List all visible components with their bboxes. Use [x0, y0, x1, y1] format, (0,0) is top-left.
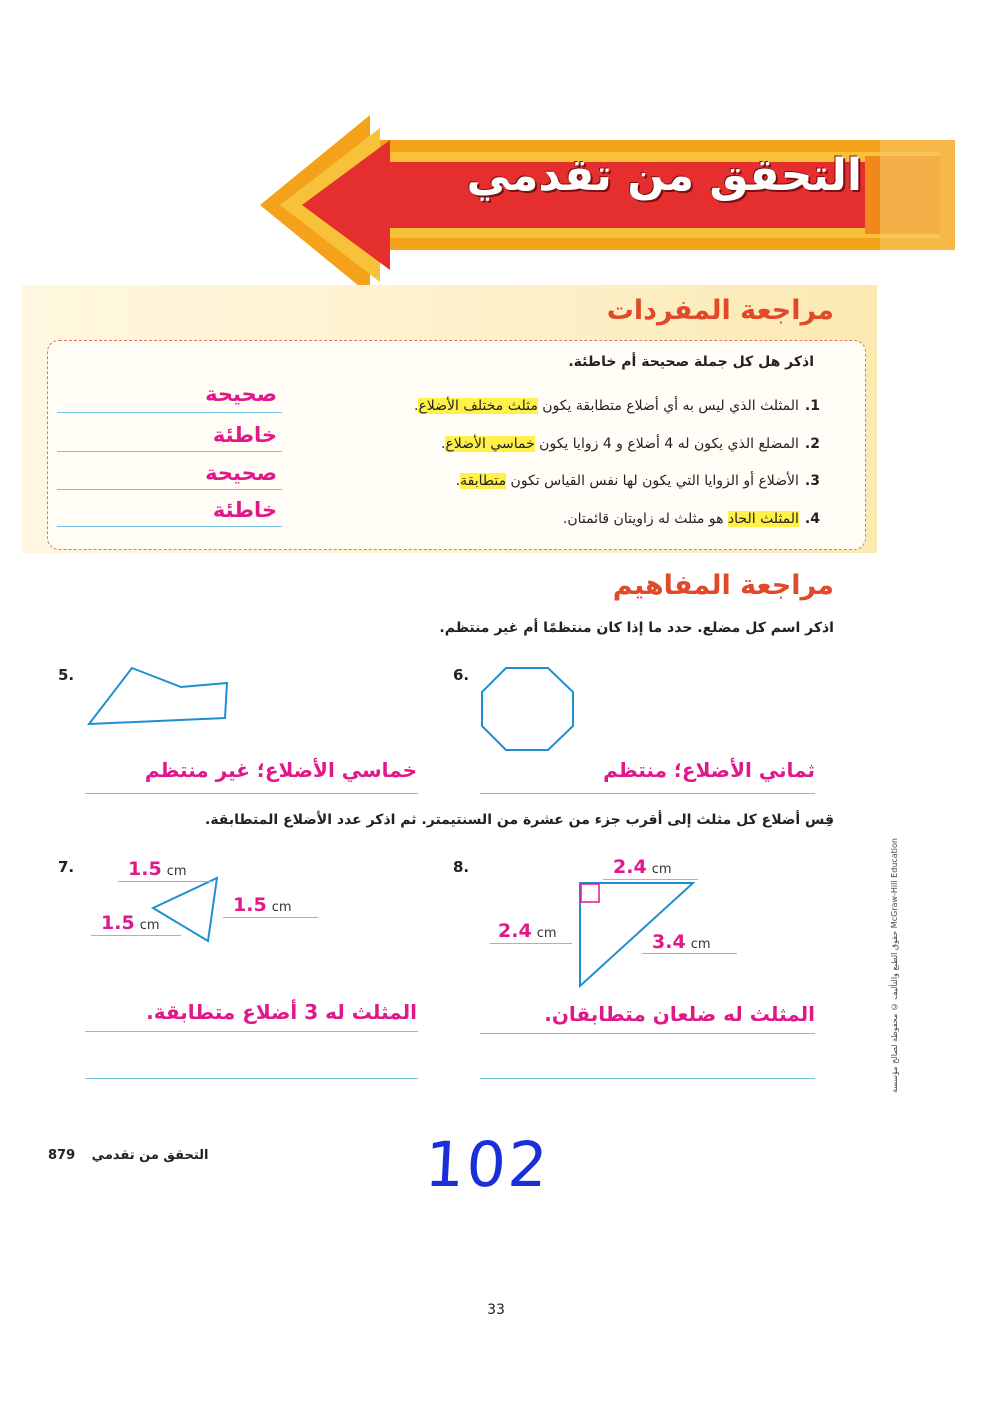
q8-side-left-line — [490, 943, 572, 944]
q8-side-top-line — [603, 879, 698, 880]
vocab-instruction: اذكر هل كل جملة صحيحة أم خاطئة. — [568, 354, 814, 370]
question-5-line — [85, 793, 418, 794]
vocab-item-4: 4.المثلث الحاد هو مثلث له زاويتان قائمتان. — [562, 511, 820, 527]
question-8-line-1 — [480, 1033, 815, 1034]
q7-side-top-line — [118, 881, 213, 882]
vocab-item-2: 2.المضلع الذي يكون له 4 أضلاع و 4 زوايا يكون خماسي الأضلاع. — [440, 436, 820, 452]
question-7-line-2 — [85, 1078, 418, 1079]
question-7-number: 7. — [58, 858, 75, 876]
question-6-answer: ثماني الأضلاع؛ منتظم — [603, 758, 815, 782]
q7-side-top: 1.5 cm — [128, 858, 187, 880]
answer-line-2 — [57, 451, 282, 452]
vocab-title: مراجعة المفردات — [606, 295, 834, 326]
footer-page-number: 879 — [48, 1148, 76, 1163]
answer-line-1 — [57, 412, 282, 413]
banner-arrow-graphic — [250, 110, 955, 295]
copyright-side-note: حقوق الطبع والتأليف © محفوظة لصالح مؤسسة McGraw-Hill Education — [890, 838, 899, 1093]
answer-2: خاطئة — [212, 423, 277, 447]
concepts-title: مراجعة المفاهيم — [612, 570, 834, 601]
question-5-answer: خماسي الأضلاع؛ غير منتظم — [144, 758, 417, 782]
vocab-item-1: 1.المثلث الذي ليس به أي أضلاع متطابقة يكون مثلث مختلف الأضلاع. — [414, 398, 820, 414]
answer-line-4 — [57, 526, 282, 527]
footer-title: التحقق من تقدمي — [91, 1148, 209, 1163]
vocab-item-3: 3.الأضلاع أو الزوايا التي يكون لها نفس القياس تكون متطابقة. — [455, 473, 820, 489]
footer — [48, 1148, 209, 1163]
answer-1: صحيحة — [205, 382, 277, 406]
q7-side-right-line — [223, 917, 318, 918]
bottom-page-number: 33 — [487, 1302, 505, 1318]
pentagon-figure — [85, 665, 235, 730]
handwritten-score: 102 — [423, 1128, 552, 1201]
page-title: التحقق من تقدمي — [466, 150, 862, 201]
question-8-number: 8. — [453, 858, 470, 876]
question-6-line — [480, 793, 815, 794]
question-7-answer: المثلث له 3 أضلاع متطابقة. — [146, 1000, 417, 1024]
q8-side-left: 2.4 cm — [498, 920, 557, 942]
octagon-figure — [478, 664, 578, 754]
q8-side-hypotenuse-line — [642, 953, 737, 954]
q8-side-hypotenuse: 3.4 cm — [652, 931, 711, 953]
question-6-number: 6. — [453, 666, 470, 684]
q7-side-right: 1.5 cm — [233, 894, 292, 916]
answer-3: صحيحة — [205, 461, 277, 485]
answer-line-3 — [57, 489, 282, 490]
question-8-answer: المثلث له ضلعان متطابقان. — [544, 1002, 815, 1026]
q8-side-top: 2.4 cm — [613, 856, 672, 878]
question-8-line-2 — [480, 1078, 815, 1079]
answer-4: خاطئة — [212, 498, 277, 522]
question-7-line-1 — [85, 1031, 418, 1032]
concepts-instruction-1: اذكر اسم كل مضلع. حدد ما إذا كان منتظمًا أم غير منتظم. — [439, 620, 834, 636]
q7-side-left: 1.5 cm — [101, 912, 160, 934]
concepts-instruction-2: قِس أضلاع كل مثلث إلى أقرب جزء من عشرة من السنتيمتر. ثم اذكر عدد الأضلاع المتطابقة. — [205, 812, 834, 828]
question-5-number: 5. — [58, 666, 75, 684]
q7-side-left-line — [91, 935, 181, 936]
